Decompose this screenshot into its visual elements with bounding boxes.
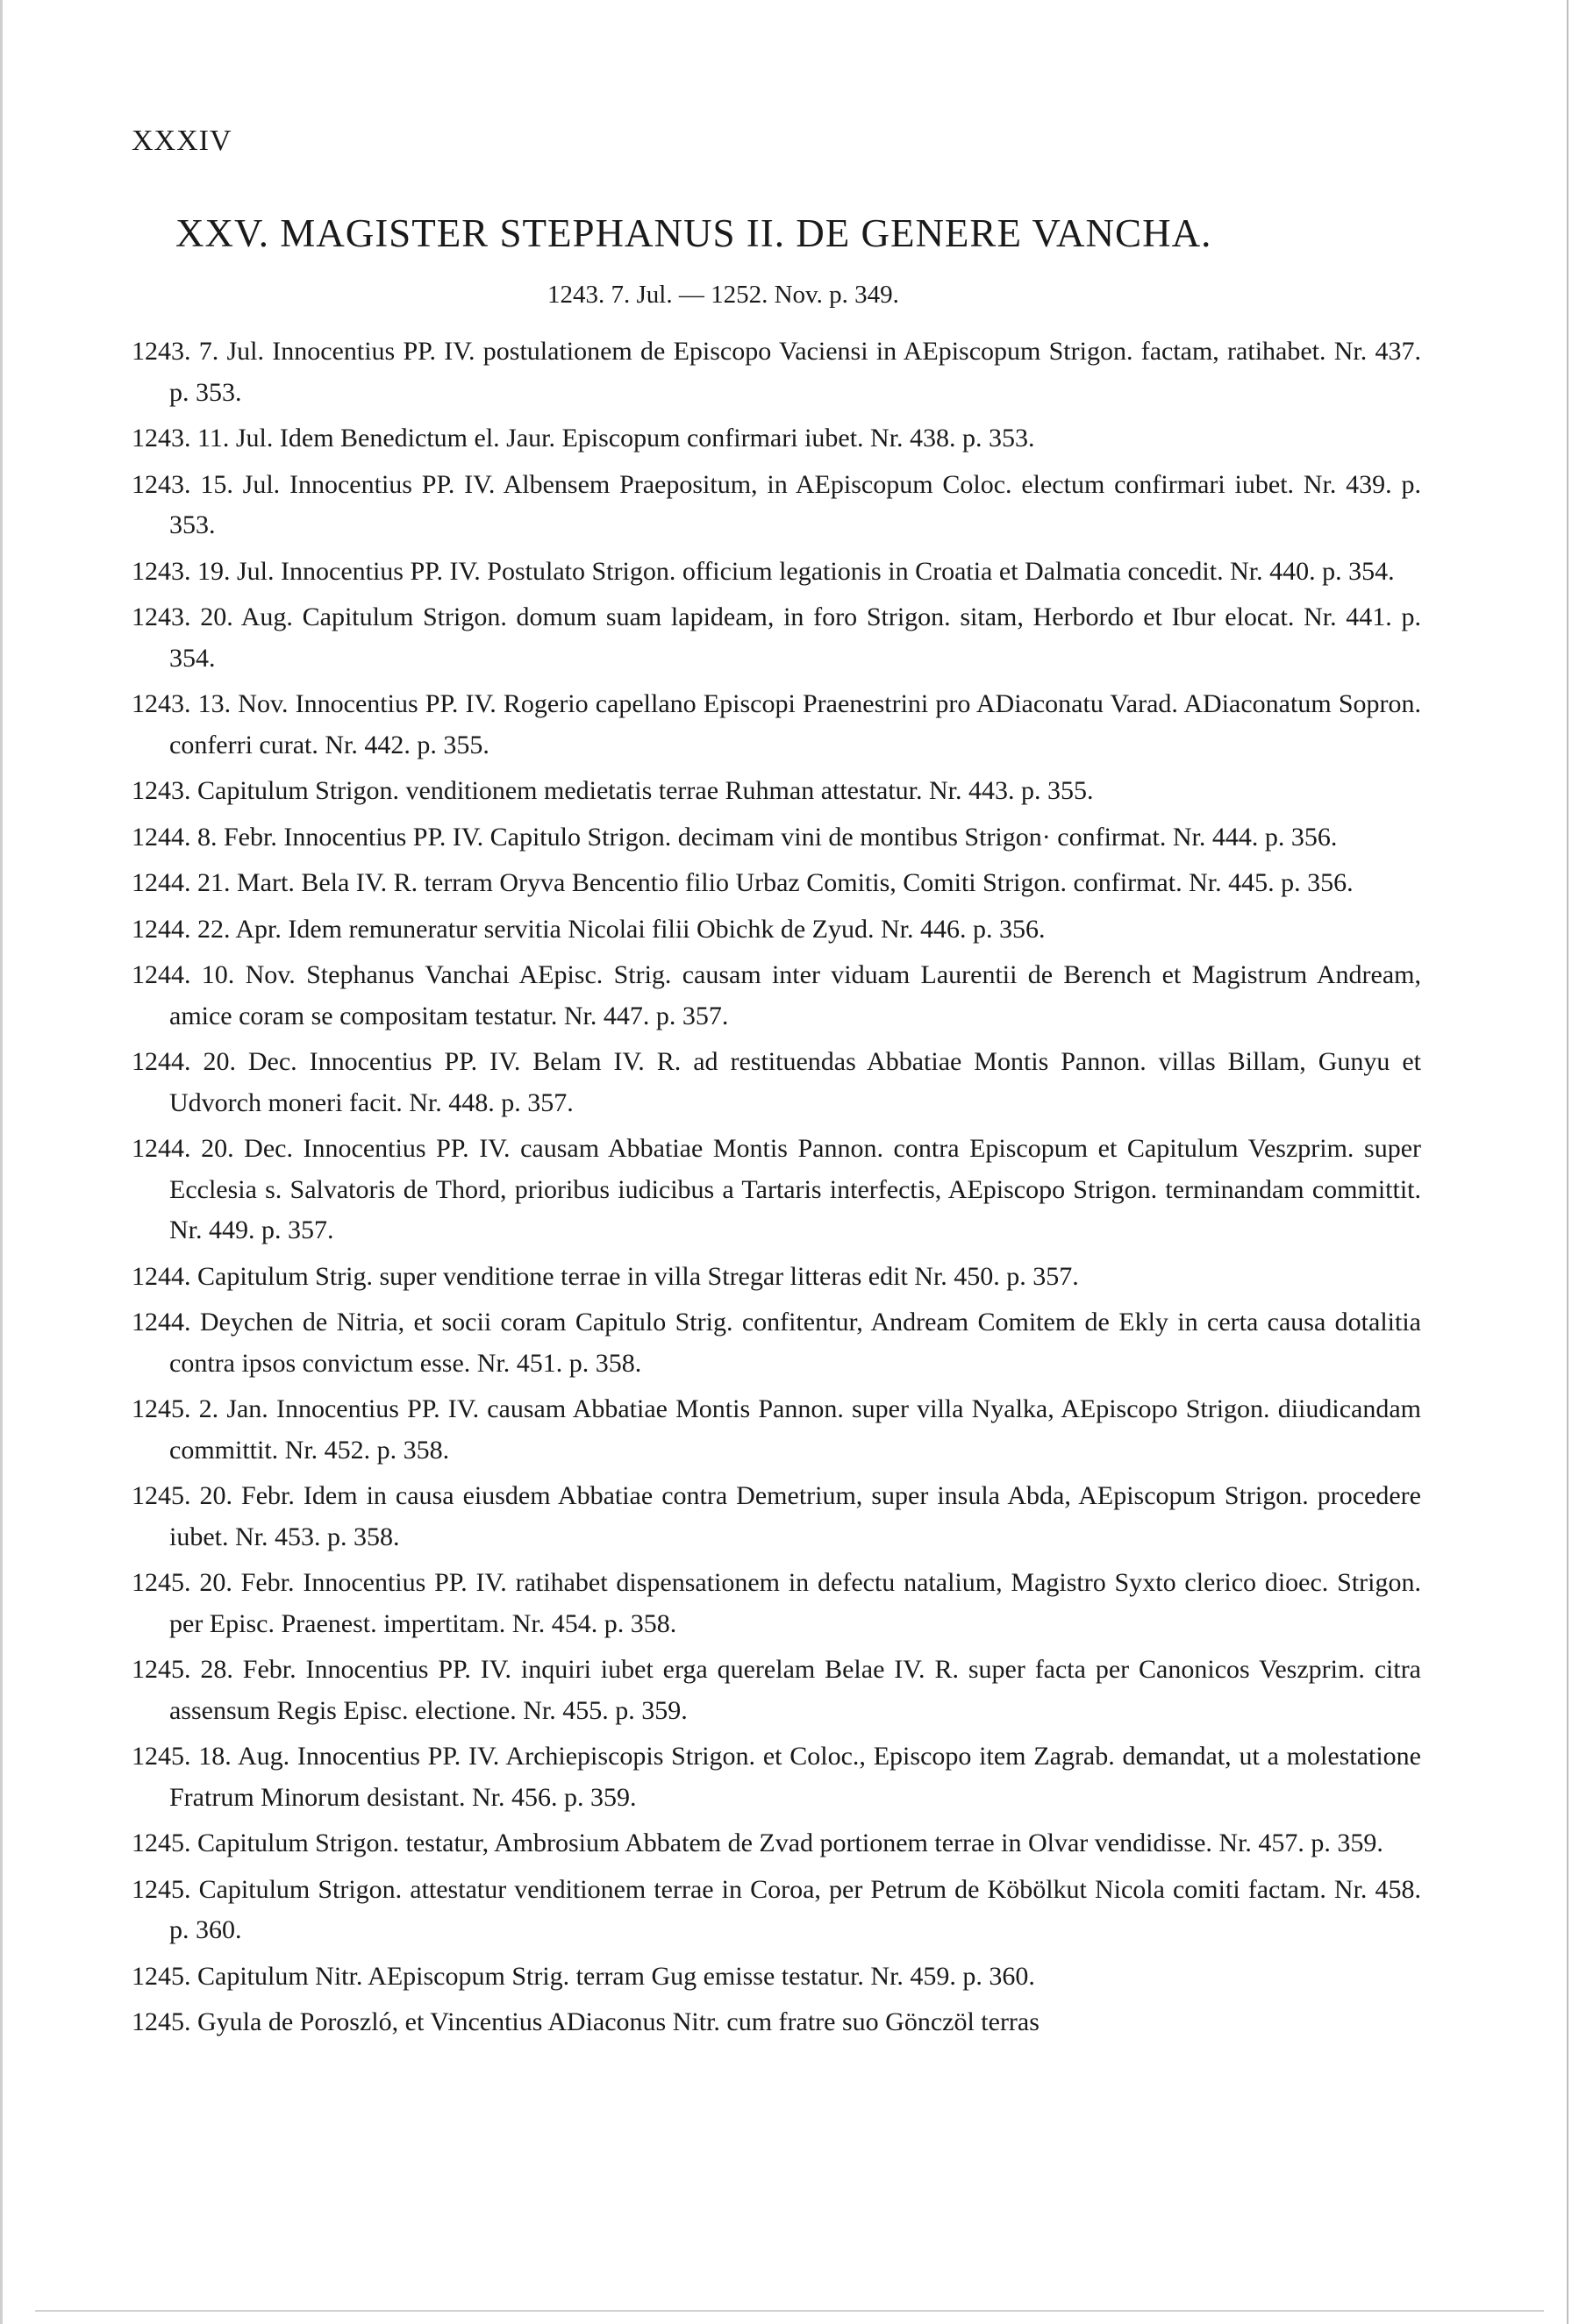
entry: 1245. Capitulum Strigon. testatur, Ambrosium Abbatem de Zvad portionem terrae in Olvar vendidisse. Nr. 457. p. 359. (132, 1829, 1383, 1857)
entry: 1244. 20. Dec. Innocentius PP. IV. Belam IV. R. ad restituendas Abbatiae Montis Pannon. villas Billam, Gunyu et Udvorch moneri facit. Nr. 448. p. 357. (132, 1047, 1421, 1117)
entry: 1245. Capitulum Nitr. AEpiscopum Strig. terram Gug emisse testatur. Nr. 459. p. 360. (132, 1961, 1035, 1991)
scan-line-bottom (35, 2310, 1544, 2312)
entry: 1243. Capitulum Strigon. venditionem medietatis terrae Ruhman attestatur. Nr. 443. p. 355. (132, 776, 1094, 805)
chapter-date-range: 1243. 7. Jul. — 1252. Nov. p. 349. (547, 281, 899, 309)
entry: 1244. 21. Mart. Bela IV. R. terram Oryva Bencentio filio Urbaz Comitis, Comiti Strigon. confirmat. Nr. 445. p. 356. (132, 868, 1354, 897)
entry: 1244. 20. Dec. Innocentius PP. IV. causam Abbatiae Montis Pannon. contra Episcopum et Capitulum Veszprim. super Ecclesia s. Salvatoris de Thord, prioribus iudicibus a Tartaris interfectis, AEpiscopo Strigon. terminandam committit. Nr. 449. p. 357. (132, 1134, 1421, 1244)
chapter-title: XXV. MAGISTER STEPHANUS II. DE GENERE VANCHA. (175, 211, 1212, 255)
scan-edge-left (0, 0, 3, 2324)
entry: 1245. 20. Febr. Idem in causa eiusdem Abbatiae contra Demetrium, super insula Abda, AEpiscopum Strigon. procedere iubet. Nr. 453. p. 358. (132, 1481, 1421, 1551)
entry: 1243. 15. Jul. Innocentius PP. IV. Albensem Praepositum, in AEpiscopum Coloc. electum confirmari iubet. Nr. 439. p. 353. (132, 469, 1421, 539)
entry: 1245. Gyula de Poroszló, et Vincentius ADiaconus Nitr. cum fratre suo Gönczöl terras (132, 2007, 1040, 2036)
entry: 1243. 20. Aug. Capitulum Strigon. domum suam lapideam, in foro Strigon. sitam, Herbordo et Ibur elocat. Nr. 441. p. 354. (132, 602, 1421, 673)
entry: 1245. Capitulum Strigon. attestatur venditionem terrae in Coroa, per Petrum de Köbölkut Nicola comiti factam. Nr. 458. p. 360. (132, 1874, 1421, 1944)
entry: 1245. 20. Febr. Innocentius PP. IV. ratihabet dispensationem in defectu natalium, Magistro Syxto clerico dioec. Strigon. per Episc. Praenest. impertitam. Nr. 454. p. 358. (132, 1568, 1421, 1638)
entry: 1244. 22. Apr. Idem remuneratur servitia Nicolai filii Obichk de Zyud. Nr. 446. p. 356. (132, 914, 1046, 944)
entry: 1244. Deychen de Nitria, et socii coram Capitulo Strig. confitentur, Andream Comitem de Ekly in certa causa dotalitia contra ipsos convictum esse. Nr. 451. p. 358. (132, 1308, 1421, 1378)
entry: 1243. 13. Nov. Innocentius PP. IV. Rogerio capellano Episcopi Praenestrini pro ADiaconatu Varad. ADiaconatum Sopron. conferri curat. Nr. 442. p. 355. (132, 689, 1421, 759)
scan-line-right (1567, 0, 1568, 2324)
entry: 1243. 11. Jul. Idem Benedictum el. Jaur. Episcopum confirmari iubet. Nr. 438. p. 353. (132, 424, 1035, 453)
entry: 1245. 18. Aug. Innocentius PP. IV. Archiepiscopis Strigon. et Coloc., Episcopo item Zagrab. demandat, ut a molestatione Fratrum Minorum desistant. Nr. 456. p. 359. (132, 1742, 1421, 1812)
entry: 1243. 19. Jul. Innocentius PP. IV. Postulato Strigon. officium legationis in Croatia et Dalmatia concedit. Nr. 440. p. 354. (132, 556, 1395, 586)
entry: 1245. 28. Febr. Innocentius PP. IV. inquiri iubet erga querelam Belae IV. R. super facta per Canonicos Veszprim. citra assensum Regis Episc. electione. Nr. 455. p. 359. (132, 1655, 1421, 1725)
entry: 1245. 2. Jan. Innocentius PP. IV. causam Abbatiae Montis Pannon. super villa Nyalka, AEpiscopo Strigon. diiudicandam committit. Nr. 452. p. 358. (132, 1394, 1421, 1465)
entry: 1244. 10. Nov. Stephanus Vanchai AEpisc. Strig. causam inter viduam Laurentii de Berench et Magistrum Andream, amice coram se compositam testatur. Nr. 447. p. 357. (132, 960, 1421, 1030)
entry: 1243. 7. Jul. Innocentius PP. IV. postulationem de Episcopo Vaciensi in AEpiscopum Strigon. factam, ratihabet. Nr. 437. p. 353. (132, 337, 1421, 407)
entry-list (132, 331, 1421, 2049)
entry: 1244. 8. Febr. Innocentius PP. IV. Capitulo Strigon. decimam vini de montibus Strigon· confirmat. Nr. 444. p. 356. (132, 822, 1338, 852)
entry: 1244. Capitulum Strig. super venditione terrae in villa Stregar litteras edit Nr. 450. p. 357. (132, 1261, 1079, 1291)
page-folio: XXXIV (132, 125, 232, 157)
